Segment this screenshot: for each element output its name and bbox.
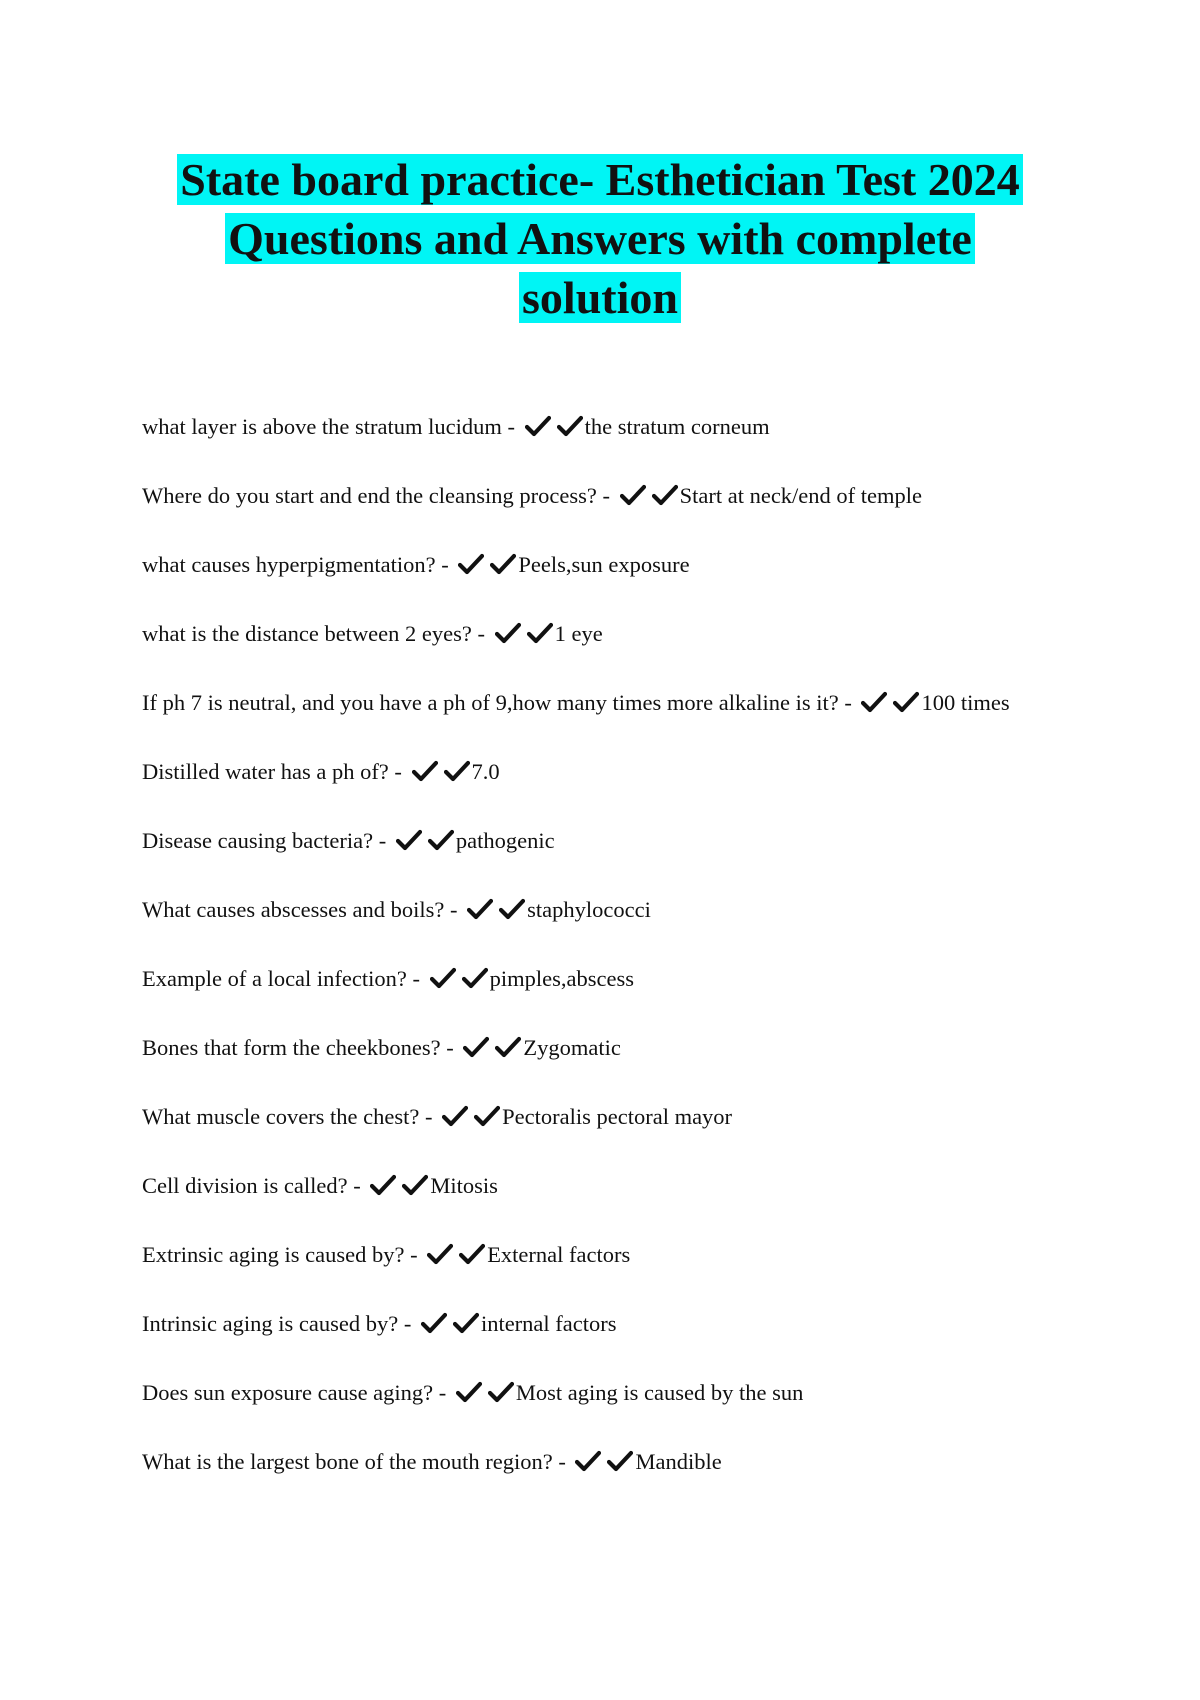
question-text: What is the largest bone of the mouth region? (142, 1449, 553, 1474)
qa-item (142, 757, 1102, 826)
check-icon (557, 415, 583, 437)
double-check-icon (463, 1035, 521, 1060)
check-icon (607, 1450, 633, 1472)
double-check-icon (458, 552, 516, 577)
check-icon (402, 1174, 428, 1196)
check-icon (458, 553, 484, 575)
double-check-icon (370, 1173, 428, 1198)
document-title (150, 150, 1050, 327)
question-text: Intrinsic aging is caused by? (142, 1311, 399, 1336)
check-icon (488, 1381, 514, 1403)
answer-text: 7.0 (471, 759, 500, 784)
question-answer-separator: - (558, 1449, 566, 1474)
question-text: What muscle covers the chest? (142, 1104, 420, 1129)
question-text: Extrinsic aging is caused by? (142, 1242, 405, 1267)
question-text: what layer is above the stratum lucidum (142, 414, 502, 439)
check-icon (499, 898, 525, 920)
question-answer-separator: - (477, 621, 486, 646)
question-text: Where do you start and end the cleansing process? (142, 483, 597, 508)
question-answer-separator: - (378, 828, 387, 853)
check-icon (453, 1312, 479, 1334)
double-check-icon (442, 1104, 500, 1129)
double-check-icon (421, 1311, 479, 1336)
qa-item (142, 895, 1102, 964)
question-answer-separator: - (450, 897, 458, 922)
qa-item (142, 1378, 1102, 1447)
check-icon (467, 898, 493, 920)
answer-text: pathogenic (455, 828, 555, 853)
answer-text: internal factors (480, 1311, 617, 1336)
check-icon (525, 415, 551, 437)
check-icon (620, 484, 646, 506)
double-check-icon (430, 966, 488, 991)
double-check-icon (575, 1449, 633, 1474)
question-text: what causes hyperpigmentation? (142, 552, 436, 577)
check-icon (463, 1036, 489, 1058)
check-icon (490, 553, 516, 575)
qa-item (142, 826, 1102, 895)
title-line: Questions and Answers with complete (225, 213, 975, 264)
answer-text: Peels,sun exposure (518, 552, 690, 577)
answer-text: Pectoralis pectoral mayor (502, 1104, 733, 1129)
qa-item (142, 481, 1102, 550)
question-text: Distilled water has a ph of? (142, 759, 389, 784)
check-icon (462, 967, 488, 989)
question-text: Does sun exposure cause aging? (142, 1380, 434, 1405)
answer-text: the stratum corneum (584, 414, 770, 439)
check-icon (396, 829, 422, 851)
question-text: what is the distance between 2 eyes? (142, 621, 472, 646)
check-icon (575, 1450, 601, 1472)
question-answer-separator: - (844, 690, 852, 715)
check-icon (442, 1105, 468, 1127)
double-check-icon (412, 759, 470, 784)
check-icon (456, 1381, 482, 1403)
check-icon (495, 622, 521, 644)
question-text: Bones that form the cheekbones? (142, 1035, 441, 1060)
double-check-icon (467, 897, 525, 922)
question-text: If ph 7 is neutral, and you have a ph of 9,how many times more alkaline is it? (142, 690, 839, 715)
answer-text: Start at neck/end of temple (679, 483, 923, 508)
answer-text: staphylococci (527, 897, 651, 922)
check-icon (444, 760, 470, 782)
qa-item (142, 964, 1102, 1033)
qa-item (142, 412, 1102, 481)
qa-item (142, 1447, 1102, 1516)
qa-item (142, 688, 1102, 757)
answer-text: 1 eye (554, 621, 603, 646)
check-icon (652, 484, 678, 506)
answer-text: Zygomatic (523, 1035, 621, 1060)
question-answer-separator: - (507, 414, 516, 439)
question-text: Disease causing bacteria? (142, 828, 374, 853)
check-icon (421, 1312, 447, 1334)
double-check-icon (620, 483, 678, 508)
answer-text: pimples,abscess (489, 966, 634, 991)
check-icon (474, 1105, 500, 1127)
double-check-icon (525, 414, 583, 439)
question-answer-separator: - (394, 759, 402, 784)
double-check-icon (456, 1380, 514, 1405)
check-icon (412, 760, 438, 782)
check-icon (495, 1036, 521, 1058)
check-icon (430, 967, 456, 989)
double-check-icon (495, 621, 553, 646)
answer-text: 100 times (921, 690, 1010, 715)
question-answer-separator: - (412, 966, 421, 991)
check-icon (861, 691, 887, 713)
title-line: State board practice- Esthetician Test 2024 (177, 154, 1022, 205)
check-icon (427, 1243, 453, 1265)
question-answer-separator: - (403, 1311, 412, 1336)
qa-item (142, 1102, 1102, 1171)
double-check-icon (427, 1242, 485, 1267)
question-answer-separator: - (602, 483, 610, 508)
check-icon (370, 1174, 396, 1196)
question-text: What causes abscesses and boils? (142, 897, 445, 922)
answer-text: Mandible (635, 1449, 722, 1474)
qa-item (142, 619, 1102, 688)
qa-item (142, 1033, 1102, 1102)
title-line: solution (519, 272, 681, 323)
answer-text: External factors (487, 1242, 631, 1267)
question-answer-separator: - (425, 1104, 433, 1129)
question-text: Example of a local infection? (142, 966, 407, 991)
qa-item (142, 550, 1102, 619)
qa-list (142, 412, 1102, 1516)
check-icon (459, 1243, 485, 1265)
qa-item (142, 1240, 1102, 1309)
question-answer-separator: - (446, 1035, 454, 1060)
question-answer-separator: - (353, 1173, 361, 1198)
double-check-icon (396, 828, 454, 853)
question-answer-separator: - (438, 1380, 447, 1405)
check-icon (893, 691, 919, 713)
question-answer-separator: - (410, 1242, 418, 1267)
answer-text: Most aging is caused by the sun (515, 1380, 804, 1405)
answer-text: Mitosis (430, 1173, 498, 1198)
double-check-icon (861, 690, 919, 715)
qa-item (142, 1309, 1102, 1378)
check-icon (428, 829, 454, 851)
question-answer-separator: - (441, 552, 449, 577)
question-text: Cell division is called? (142, 1173, 348, 1198)
qa-item (142, 1171, 1102, 1240)
check-icon (527, 622, 553, 644)
